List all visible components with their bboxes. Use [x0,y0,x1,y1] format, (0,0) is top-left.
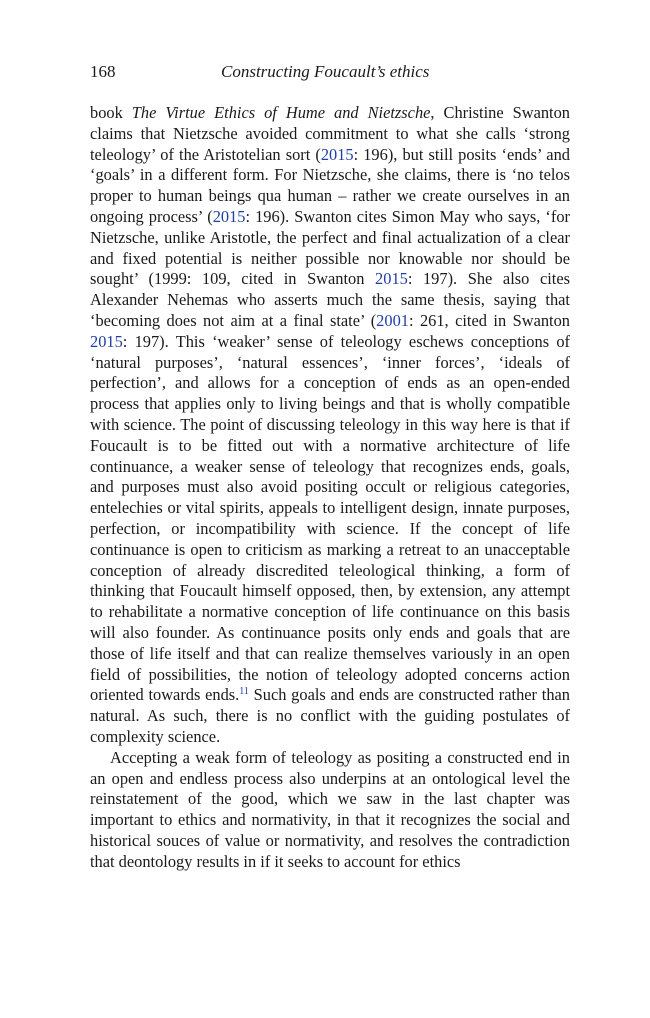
paragraph-1 [90,103,570,748]
citation-link-2015[interactable]: 2015 [90,331,123,351]
text-segment: book [90,103,132,122]
paragraph-2: Accepting a weak form of teleology as positing a constructed end in an open and endless process also underpins at an ontological level the reinstatement of the good, which we saw in the last chapter was important to ethics and normativity, in that it recognizes the social and historical souces of value or normativity, and resolves the contradiction that deontology results in if it seeks to account for ethics [90,747,570,871]
citation-link-2001[interactable]: 2001 [376,310,409,330]
citation-link-2015[interactable]: 2015 [375,269,408,289]
page-header [90,61,570,83]
text-segment: : 197). She also cites Alexander Nehemas who asserts much the same thesis, saying that ‘becoming does not aim at a final state’ ( [90,269,570,330]
running-title: Constructing Foucault’s ethics [221,62,430,81]
text-segment: , Christine Swanton claims that Nietzsche avoided commitment to what she calls ‘strong teleology’ of the Aristotelian sort ( [90,103,570,164]
body-text [90,103,570,872]
text-segment: : 196). Swanton cites Simon May who says, ‘for Nietzsche, unlike Aristotle, the perfect and final actualization of a clear and fixed potential is neither possible nor knowable nor should be sought’ (1999: 109, cited in Swanton [90,206,571,289]
text-segment: : 197). This ‘weaker’ sense of teleology eschews conceptions of ‘natural purposes’, ‘natural essences’, ‘inner forces’, ‘ideals of perfection’, and allows for a conception of ends as an open-ended process that applies only to living beings and that is wholly compatible with science. The point of discussing teleology in this way here is that if Foucault is to be fitted out with a normative architecture of life continuance, a weaker sense of teleology that recognizes ends, goals, and purposes must also avoid positing occult or religious categories, entelechies or vital spirits, appeals to intelligent design, innate purposes, perfection, or incompatibility with science. If the concept of life continuance is open to criticism as marking a retreat to an unacceptable conception of already discredited teleological thinking, a form of thinking that Foucault himself opposed, then, by extension, any attempt to rehabilitate a normative conception of life continuance on this basis will also founder. As continuance posits only ends and goals that are those of life itself and that can realize themselves variously in an open field of possibilities, the notion of teleology adopted concerns action oriented towards ends. [90,331,570,705]
text-segment: : 196), but still posits ‘ends’ and ‘goals’ in a different form. For Nietzsche, she claims, there is ‘no telos proper to human beings qua human – rather we create ourselves in an ongoing process’ ( [90,144,570,226]
book-title: The Virtue Ethics of Hume and Nietzsche [131,103,431,122]
footnote-marker-11[interactable]: 11 [239,686,249,698]
citation-link-2015[interactable]: 2015 [320,144,354,164]
text-segment: Such goals and ends are constructed rather than natural. As such, there is no conflict with the guiding postulates of complexity science. [90,685,570,746]
citation-link-2015[interactable]: 2015 [212,206,246,226]
text-segment: : 261, cited in Swanton [408,310,570,330]
page-number: 168 [90,62,116,81]
